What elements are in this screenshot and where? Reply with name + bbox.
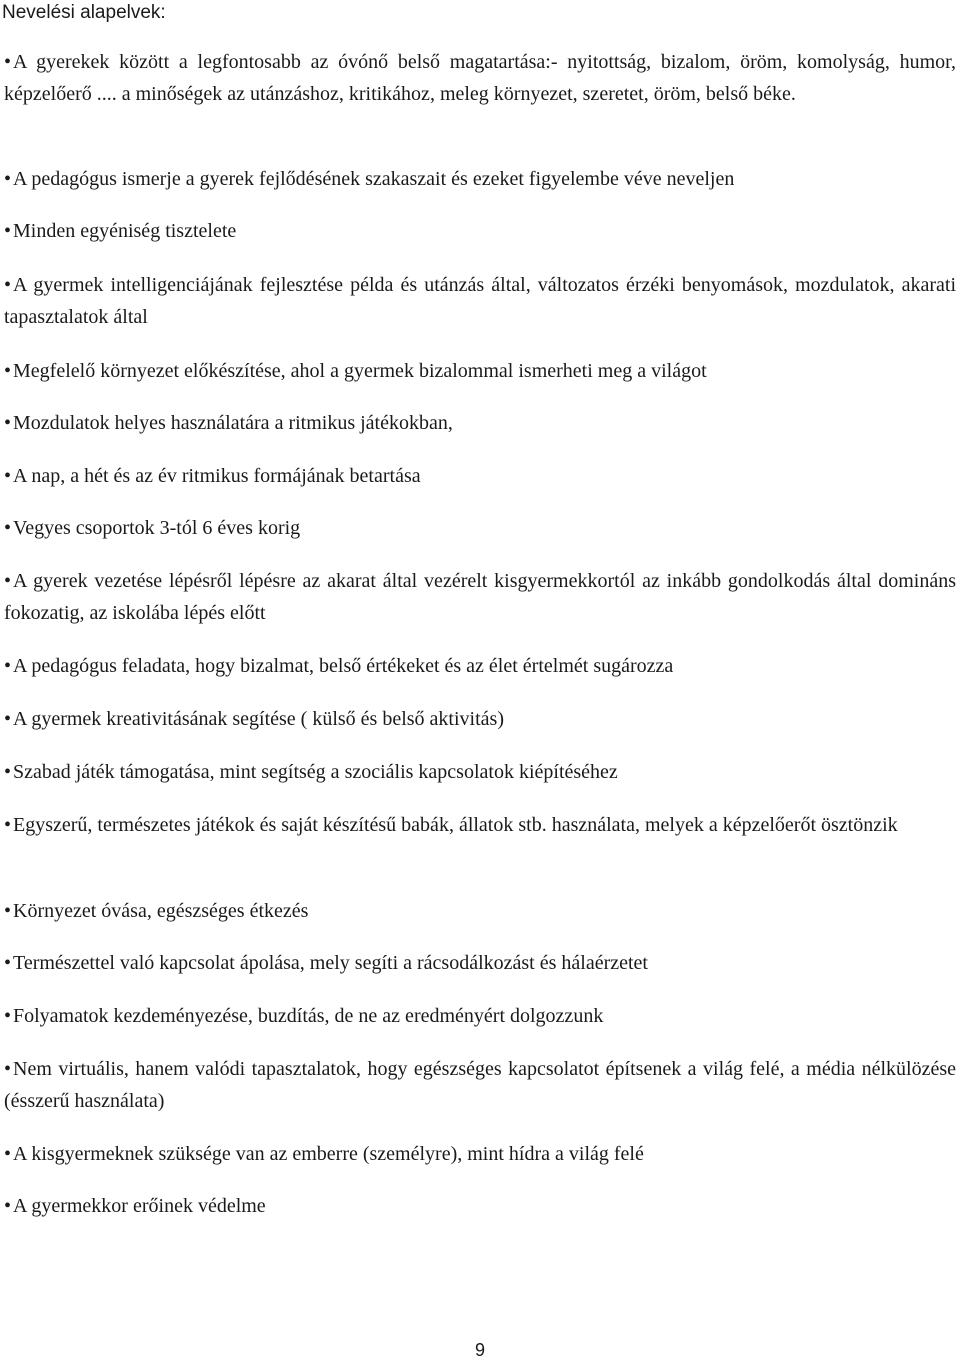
list-item-text: A kisgyermeknek szüksége van az emberre (személyre), mint hídra a világ felé: [13, 1143, 644, 1165]
bullet-icon: •: [4, 761, 12, 783]
list-item-text: Egyszerű, természetes játékok és saját készítésű babák, állatok stb. használata, melyek a képzelőerőt ösztönzik: [13, 814, 898, 836]
list-item-text: Nem virtuális, hanem valódi tapasztalatok, hogy egészséges kapcsolatot építsenek a világ felé, a média nélkülözése (ésszerű használata): [4, 1058, 956, 1112]
bullet-icon: •: [4, 814, 12, 836]
list-item-text: Minden egyéniség tisztelete: [13, 220, 237, 242]
bullet-icon: •: [4, 517, 12, 539]
bullet-icon: •: [4, 1195, 12, 1217]
list-item-text: A nap, a hét és az év ritmikus formájának betartása: [13, 465, 421, 487]
list-item-text: A gyermek kreativitásának segítése ( külső és belső aktivitás): [13, 708, 504, 730]
list-item: [4, 407, 956, 439]
list-item: [4, 1138, 956, 1170]
list-item-text: Természettel való kapcsolat ápolása, mely segíti a rácsodálkozást és hálaérzetet: [13, 952, 648, 974]
list-item-text: Szabad játék támogatása, mint segítség a szociális kapcsolatok kiépítéséhez: [13, 761, 618, 783]
list-item: [4, 565, 956, 629]
list-item: [4, 269, 956, 333]
bullet-icon: •: [4, 708, 12, 730]
list-item-text: Mozdulatok helyes használatára a ritmikus játékokban,: [13, 412, 453, 434]
list-item-text: A pedagógus feladata, hogy bizalmat, belső értékeket és az élet értelmét sugározza: [13, 655, 674, 677]
list-item: [4, 756, 956, 788]
bullet-icon: •: [4, 360, 12, 382]
list-item-text: A pedagógus ismerje a gyerek fejlődésének szakaszait és ezeket figyelembe véve neveljen: [13, 168, 735, 190]
list-item: [4, 46, 956, 110]
list-item: [4, 895, 956, 927]
bullet-icon: •: [4, 1058, 12, 1080]
list-item-text: A gyerekek között a legfontosabb az óvónő belső magatartása:- nyitottság, bizalom, öröm, komolyság, humor, képzelőerő .... a minőségek az utánzáshoz, kritikához, meleg környezet, szeretet, öröm, belső béke.: [4, 51, 956, 105]
page-heading: Nevelési alapelvek:: [2, 2, 166, 23]
bullet-icon: •: [4, 220, 12, 242]
page-number: 9: [474, 1340, 485, 1360]
bullet-icon: •: [4, 952, 12, 974]
list-item: [4, 1190, 956, 1222]
list-item: [4, 460, 956, 492]
list-item-text: Folyamatok kezdeményezése, buzdítás, de ne az eredményért dolgozzunk: [13, 1005, 604, 1027]
list-item: [4, 703, 956, 735]
list-item-text: A gyermek intelligenciájának fejlesztése példa és utánzás által, változatos érzéki benyomások, mozdulatok, akarati tapasztalatok által: [4, 274, 956, 328]
list-item: [4, 809, 956, 841]
bullet-icon: •: [4, 570, 12, 592]
bullet-icon: •: [4, 274, 12, 296]
list-item: [4, 650, 956, 682]
bullet-icon: •: [4, 655, 12, 677]
bullet-icon: •: [4, 412, 12, 434]
list-item: [4, 947, 956, 979]
list-item-text: Környezet óvása, egészséges étkezés: [13, 900, 309, 922]
bullet-icon: •: [4, 51, 12, 73]
list-item-text: Vegyes csoportok 3-tól 6 éves korig: [13, 517, 301, 539]
bullet-icon: •: [4, 168, 12, 190]
list-item: [4, 355, 956, 387]
list-item-text: A gyermekkor erőinek védelme: [13, 1195, 266, 1217]
bullet-icon: •: [4, 900, 12, 922]
bullet-icon: •: [4, 1143, 12, 1165]
list-item-text: Megfelelő környezet előkészítése, ahol a gyermek bizalommal ismerheti meg a világot: [13, 360, 707, 382]
bullet-icon: •: [4, 465, 12, 487]
bullet-icon: •: [4, 1005, 12, 1027]
list-item: [4, 512, 956, 544]
list-item: [4, 215, 956, 247]
list-item: [4, 163, 956, 195]
list-item: [4, 1053, 956, 1117]
list-item-text: A gyerek vezetése lépésről lépésre az akarat által vezérelt kisgyermekkortól az inkább gondolkodás által domináns fokozatig, az iskolába lépés előtt: [4, 570, 956, 624]
list-item: [4, 1000, 956, 1032]
